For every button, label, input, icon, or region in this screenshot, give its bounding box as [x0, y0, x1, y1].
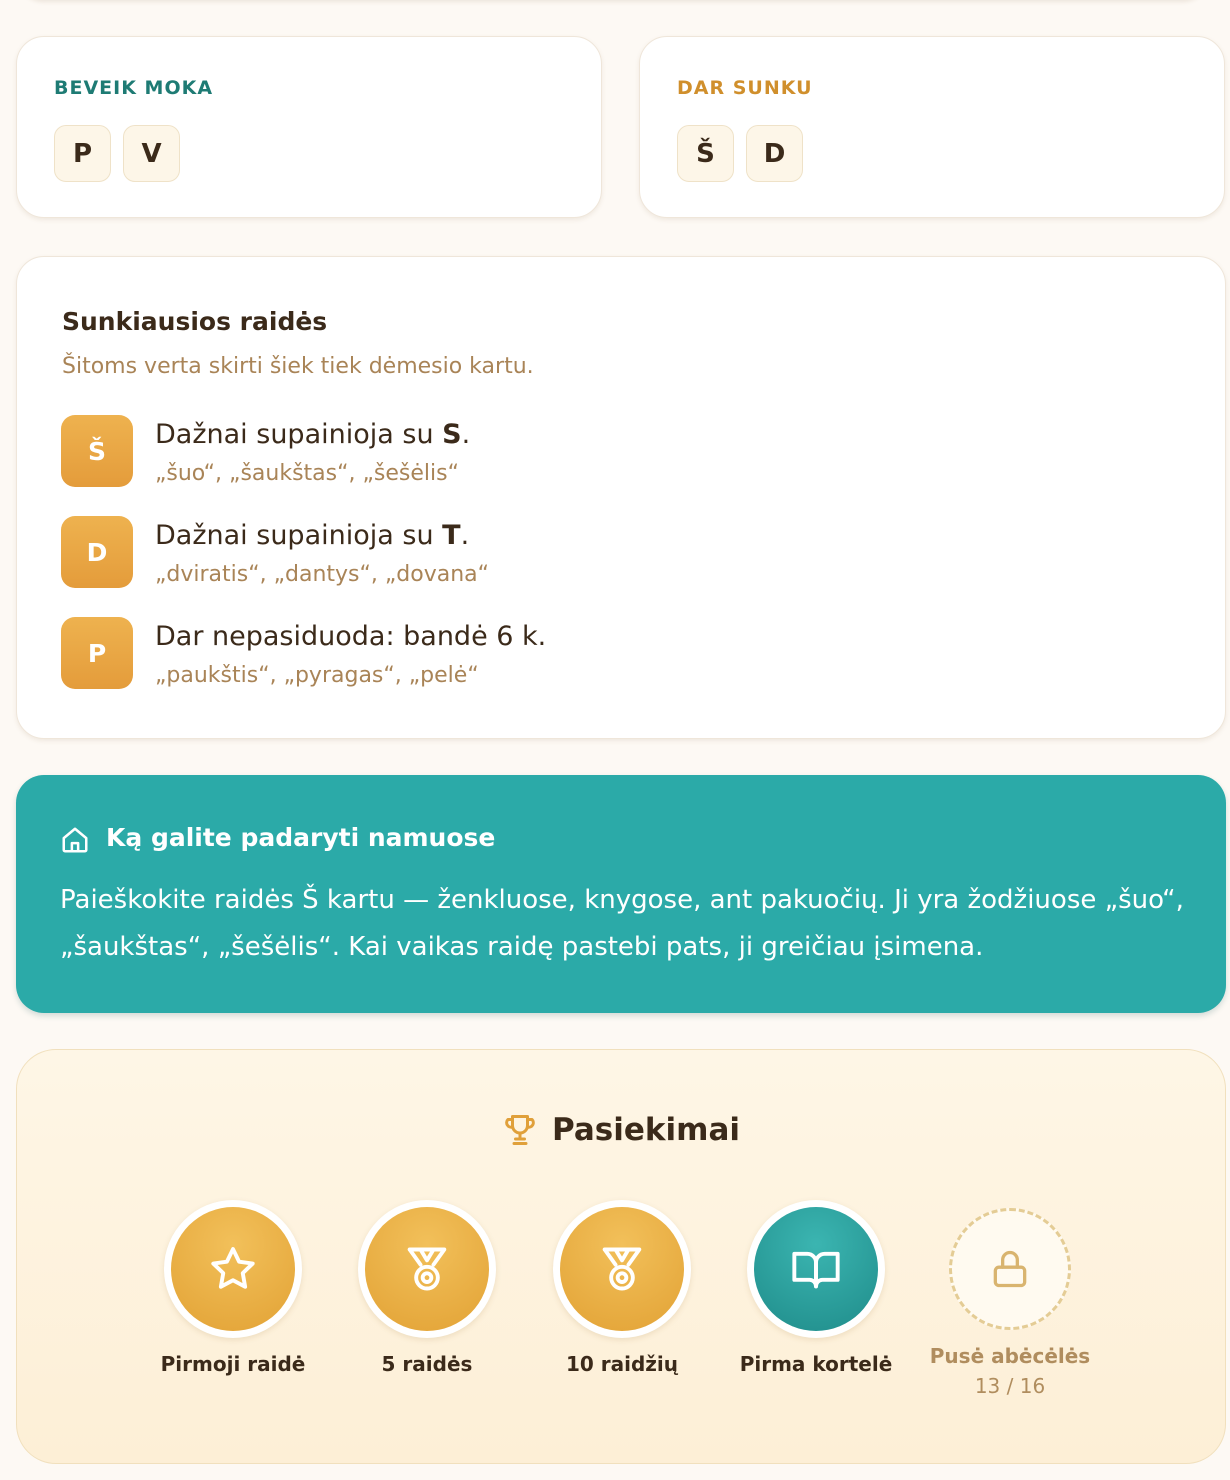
badge-disc: [560, 1207, 684, 1331]
badge-disc: [171, 1207, 295, 1331]
letter-badge: D: [61, 516, 133, 588]
almost-known-title: BEVEIK MOKA: [54, 77, 214, 99]
almost-known-letters: [54, 125, 180, 182]
achievement-label: Pusė abėcėlės: [929, 1344, 1091, 1368]
achievement-10-letters[interactable]: [522, 1200, 722, 1376]
star-icon: [207, 1243, 259, 1295]
hardest-letters-card: [16, 256, 1226, 739]
achievement-half-alphabet[interactable]: [910, 1200, 1110, 1398]
example-words: „šuo“, „šaukštas“, „šešėlis“: [155, 461, 459, 486]
confused-letter: T: [442, 520, 461, 551]
lock-icon: [988, 1247, 1032, 1291]
letter-chip[interactable]: Š: [677, 125, 734, 182]
achievement-first-card[interactable]: [716, 1200, 916, 1376]
badge-locked-ring: [949, 1208, 1071, 1330]
hardest-letter-note: Dažnai supainioja su S.: [155, 419, 471, 450]
almost-known-card: [16, 36, 602, 218]
achievement-5-letters[interactable]: [327, 1200, 527, 1376]
hardest-letters-title: Sunkiausios raidės: [62, 307, 328, 336]
badge-ring: [747, 1200, 885, 1338]
badge-ring: [164, 1200, 302, 1338]
letter-chip[interactable]: D: [746, 125, 803, 182]
achievement-label: Pirma kortelė: [739, 1352, 893, 1376]
still-hard-card: [639, 36, 1225, 218]
badge-disc: [754, 1207, 878, 1331]
badge-disc: [365, 1207, 489, 1331]
hardest-letter-note: Dažnai supainioja su T.: [155, 520, 470, 551]
trophy-icon: [502, 1112, 538, 1148]
letter-chip[interactable]: V: [123, 125, 180, 182]
achievement-label: 10 raidžių: [565, 1352, 679, 1376]
medal-icon: [401, 1243, 453, 1295]
achievements-card: [16, 1049, 1226, 1464]
achievements-header: [17, 1112, 1225, 1148]
still-hard-letters: [677, 125, 803, 182]
medal-icon: [596, 1243, 648, 1295]
achievement-first-letter[interactable]: [133, 1200, 333, 1376]
example-words: „paukštis“, „pyragas“, „pelė“: [155, 663, 479, 688]
confused-letter: S: [442, 419, 462, 450]
badge-ring: [358, 1200, 496, 1338]
badge-ring: [553, 1200, 691, 1338]
home-tip-text: Paieškokite raidės Š kartu — ženkluose, knygose, ant pakuočių. Ji yra žodžiuose „šuo“, „šaukštas“, „šešėlis“. Kai vaikas raidę pastebi pats, ji greičiau įsimena.: [60, 885, 1184, 962]
home-tip-card: [16, 775, 1226, 1013]
example-words: „dviratis“, „dantys“, „dovana“: [155, 562, 490, 587]
achievement-label: 5 raidės: [381, 1352, 473, 1376]
hardest-letters-subtitle: Šitoms verta skirti šiek tiek dėmesio kartu.: [62, 354, 534, 379]
letter-chip[interactable]: P: [54, 125, 111, 182]
letter-badge: Š: [61, 415, 133, 487]
home-tip-title: Ką galite padaryti namuose: [106, 823, 496, 852]
home-icon: [60, 825, 90, 855]
still-hard-title: DAR SUNKU: [677, 77, 813, 99]
achievement-progress: 13 / 16: [974, 1374, 1046, 1398]
hardest-letter-note: Dar nepasiduoda: bandė 6 k.: [155, 621, 547, 652]
achievement-label: Pirmoji raidė: [160, 1352, 306, 1376]
hardest-letter-item: [61, 516, 1161, 588]
hardest-letter-item: [61, 617, 1161, 689]
achievements-title: Pasiekimai: [552, 1112, 740, 1148]
hardest-letter-item: [61, 415, 1161, 487]
letter-badge: P: [61, 617, 133, 689]
book-icon: [790, 1243, 842, 1295]
